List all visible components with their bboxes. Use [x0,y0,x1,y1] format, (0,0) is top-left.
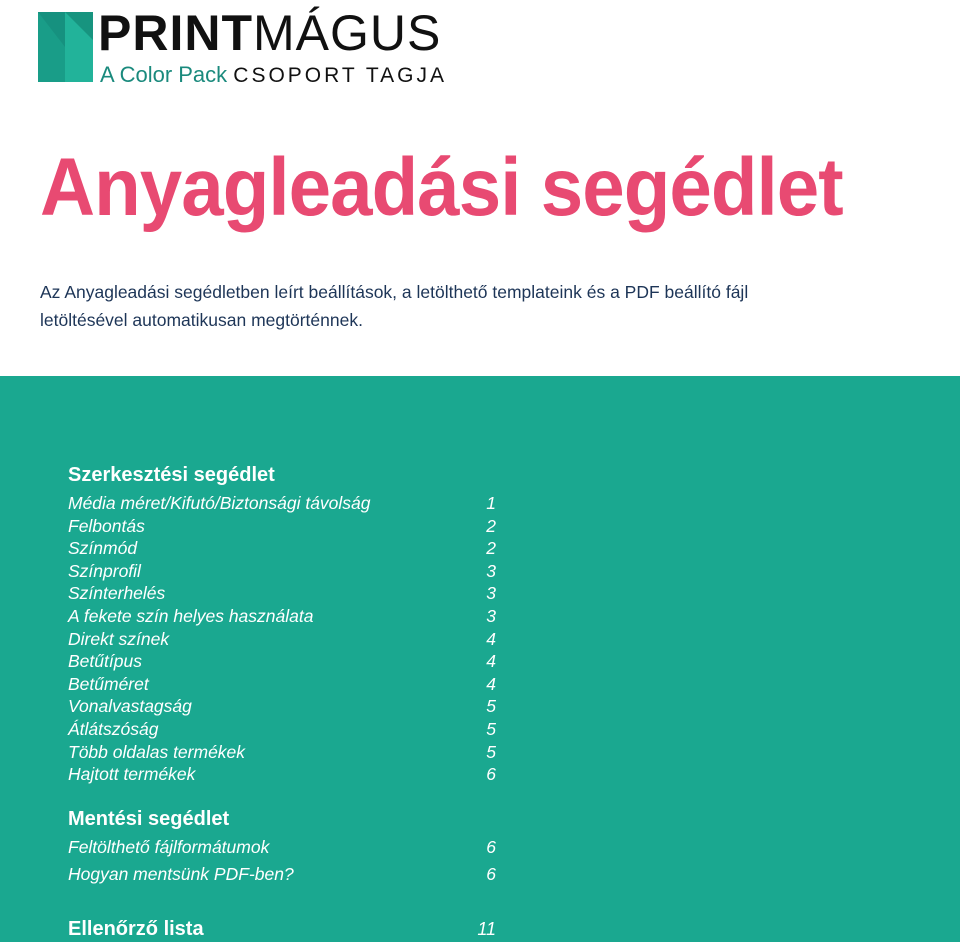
toc-item-label: A fekete szín helyes használata [68,605,314,626]
logo-mark-icon [38,12,93,82]
toc-item-page: 6 [486,837,496,857]
toc-item-page: 6 [486,764,496,785]
toc-item-page: 3 [486,605,496,626]
logo-wordmark [98,6,441,60]
toc-item-label: Feltölthető fájlformátumok [68,837,270,857]
page-title: Anyagleadási segédlet [40,142,843,233]
logo-word-light: MÁGUS [253,5,442,61]
toc-item-label: Felbontás [68,515,145,536]
toc-item-label: Betűméret [68,673,149,694]
toc-item-page: 4 [486,673,496,694]
toc-item-label: Több oldalas termékek [68,741,246,762]
toc-item[interactable] [68,741,496,764]
toc-item-page: 2 [486,538,496,559]
toc-item-label: Színmód [68,538,138,559]
toc-item[interactable] [68,718,496,741]
toc-checklist-label: Ellenőrző lista [68,918,204,940]
toc-item[interactable] [68,492,496,515]
toc-item-page: 1 [486,493,496,513]
toc-panel [0,376,960,942]
toc-item[interactable] [68,861,496,888]
toc-item-page: 5 [486,696,496,717]
logo-tag-rest: CSOPORT TAGJA [233,64,447,87]
toc-item[interactable] [68,537,496,560]
toc-item[interactable] [68,695,496,718]
printmagus-logo [38,5,478,88]
toc-item-label: Színterhelés [68,583,166,604]
toc-heading-saving: Mentési segédlet [68,808,230,830]
toc-list-editing [68,492,496,786]
toc-item[interactable] [68,763,496,786]
toc-item-label: Betűtípus [68,651,142,672]
toc-list-saving [68,834,496,888]
toc-item[interactable] [68,834,496,861]
toc-item-label: Átlátszóság [68,718,159,739]
logo-word-bold: PRINT [98,5,253,61]
logo-tagline [100,62,447,89]
toc-item[interactable] [68,650,496,673]
toc-item-page: 5 [486,718,496,739]
toc-item-label: Média méret/Kifutó/Biztonsági távolság [68,493,371,513]
toc-item[interactable] [68,673,496,696]
toc-item-label: Hogyan mentsünk PDF-ben? [68,864,294,884]
intro-text: Az Anyagleadási segédletben leírt beállítások, a letölthető templateink és a PDF beállító fájl letöltésével automatikusan megtörténnek. [40,282,749,330]
toc-item-page: 3 [486,560,496,581]
toc-item-label: Vonalvastagság [68,696,192,717]
toc-item-label: Direkt színek [68,628,170,649]
toc-item-page: 6 [486,864,496,884]
toc-checklist-page: 11 [477,919,496,939]
toc-item[interactable] [68,560,496,583]
toc-item[interactable] [68,605,496,628]
toc-heading-editing: Szerkesztési segédlet [68,464,275,486]
toc-item-page: 2 [486,515,496,536]
toc-item-page: 5 [486,741,496,762]
toc-item-page: 3 [486,583,496,604]
toc-item-label: Hajtott termékek [68,764,196,785]
toc-item[interactable] [68,515,496,538]
toc-item[interactable] [68,582,496,605]
logo-tag-brand: A Color Pack [100,62,228,87]
toc-item-label: Színprofil [68,560,141,581]
toc-item-page: 4 [486,651,496,672]
toc-item[interactable] [68,628,496,651]
toc-item-checklist[interactable] [68,916,496,942]
toc-item-page: 4 [486,628,496,649]
